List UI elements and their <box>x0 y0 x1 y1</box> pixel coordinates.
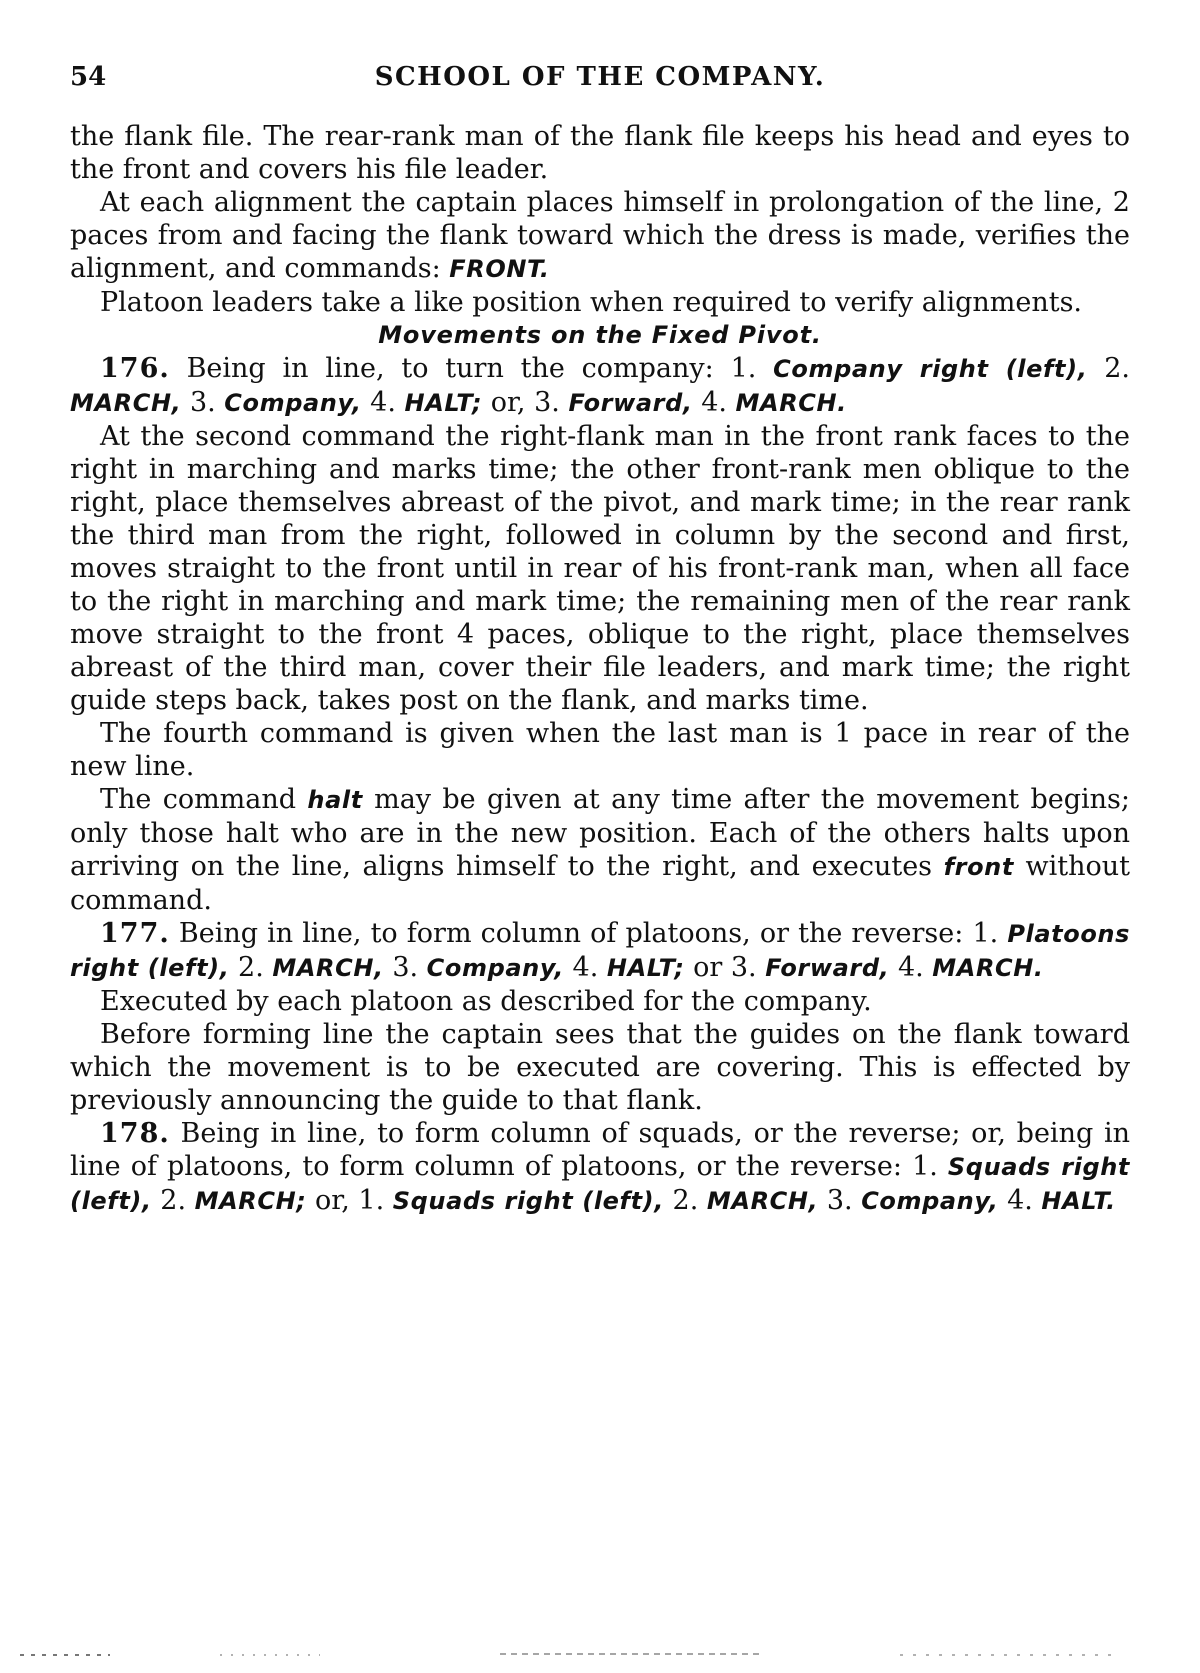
paragraph-text: The fourth command is given when the last man is 1 pace in rear of the new line. <box>70 718 1130 782</box>
paragraph <box>70 717 1130 783</box>
command-text: Company, <box>224 389 362 417</box>
paragraph-text: 3. <box>181 387 225 418</box>
command-text: Company, <box>861 1187 999 1215</box>
paragraph-text: Platoon leaders take a like position when required to verify alignments. <box>100 287 1083 318</box>
paragraph-text: 4. <box>692 387 736 418</box>
paragraph <box>70 186 1130 286</box>
command-text: MARCH; <box>194 1187 307 1215</box>
paragraph <box>70 783 1130 917</box>
command-text: MARCH, <box>706 1187 819 1215</box>
paragraph <box>70 985 1130 1018</box>
paragraph-text: The command <box>100 784 308 815</box>
paragraph-text: Before forming line the captain sees that the guides on the flank toward which the movement is to be executed are covering. This is effected by previously announcing the guide to that flank. <box>70 1019 1130 1116</box>
command-text: Squads right (left), <box>70 1153 1130 1215</box>
paragraph-text: 3. <box>818 1185 862 1216</box>
paragraph-text: 2. <box>151 1185 195 1216</box>
command-text: HALT; <box>606 954 685 982</box>
section-subheading: Movements on the Fixed Pivot. <box>378 321 822 349</box>
page-header <box>70 62 1130 102</box>
command-text: Forward, <box>765 954 890 982</box>
paragraph-178 <box>70 1117 1130 1218</box>
paragraph-text: Being in line, to turn the company: 1. <box>169 353 774 384</box>
paragraph-text: 4. <box>889 952 933 983</box>
command-text: MARCH. <box>932 954 1044 982</box>
paragraph-text: Executed by each platoon as described for the company. <box>100 986 872 1017</box>
paragraph <box>70 420 1130 717</box>
paragraph-176 <box>70 352 1130 420</box>
scan-noise-specks <box>0 1643 1200 1663</box>
paragraph-text: 4. <box>998 1185 1042 1216</box>
command-text: Forward, <box>568 389 693 417</box>
paragraph-number: 177. <box>100 918 170 949</box>
paragraph-text: or, 3. <box>482 387 569 418</box>
running-head: SCHOOL OF THE COMPANY. <box>374 62 826 92</box>
paragraph <box>70 120 1130 186</box>
paragraph <box>70 286 1130 319</box>
paragraph-text: 2. <box>663 1185 707 1216</box>
paragraph-177 <box>70 917 1130 985</box>
paragraph-text: 2. <box>1087 353 1130 384</box>
command-text: FRONT. <box>449 255 550 283</box>
paragraph-text: without command. <box>70 851 1130 916</box>
paragraph-number: 178. <box>100 1118 170 1149</box>
paragraph-text: 2. <box>229 952 273 983</box>
command-text: Platoons right (left), <box>70 920 1130 982</box>
paragraph-number: 176. <box>100 353 170 384</box>
command-text: Squads right (left), <box>392 1187 664 1215</box>
paragraph-text: may be given at any time after the movement begins; only those halt who are in the new position. Each of the others halts upon arriving on the line, aligns himself to the right, and executes <box>70 784 1131 882</box>
paragraph-text: 3. <box>383 952 427 983</box>
paragraph-text: 4. <box>563 952 607 983</box>
command-text: MARCH, <box>70 389 182 417</box>
paragraph-text: 4. <box>361 387 405 418</box>
command-text: halt <box>307 786 363 814</box>
page-number: 54 <box>70 62 107 92</box>
paragraph-text: At each alignment the captain places himself in prolongation of the line, 2 paces from and facing the flank toward which the dress is made, verifies the alignment, and commands: <box>70 187 1130 284</box>
command-text: Company, <box>426 954 564 982</box>
command-text: HALT; <box>404 389 483 417</box>
paragraph-text: Being in line, to form column of squads, or the reverse; or, being in line of platoons, to form column of platoons, or the reverse: 1. <box>70 1118 1130 1182</box>
command-text: MARCH. <box>735 389 847 417</box>
command-text: HALT. <box>1041 1187 1116 1215</box>
paragraph-text: the flank file. The rear-rank man of the flank file keeps his head and eyes to the front and covers his file leader. <box>70 121 1130 185</box>
command-text: front <box>943 853 1014 881</box>
paragraph-text: or, 1. <box>306 1185 393 1216</box>
paragraph-text: At the second command the right-flank man in the front rank faces to the right in marching and marks time; the other front-rank men oblique to the right, place themselves abreast of the pivot, and mark time; in the rear rank the third man from the right, followed in column by the second and first, moves straight to the front until in rear of his front-rank man, when all face to the right in marching and mark time; the remaining men of the rear rank move straight to the front 4 paces, oblique to the right, place themselves abreast of the third man, cover their file leaders, and mark time; the right guide steps back, takes post on the flank, and marks time. <box>70 421 1130 716</box>
body-text <box>70 120 1130 1218</box>
paragraph-text: or 3. <box>684 952 766 983</box>
paragraph <box>70 1018 1130 1117</box>
command-text: Company right (left), <box>773 355 1088 383</box>
paragraph-text: Being in line, to form column of platoons, or the reverse: 1. <box>169 918 1008 949</box>
command-text: MARCH, <box>272 954 384 982</box>
